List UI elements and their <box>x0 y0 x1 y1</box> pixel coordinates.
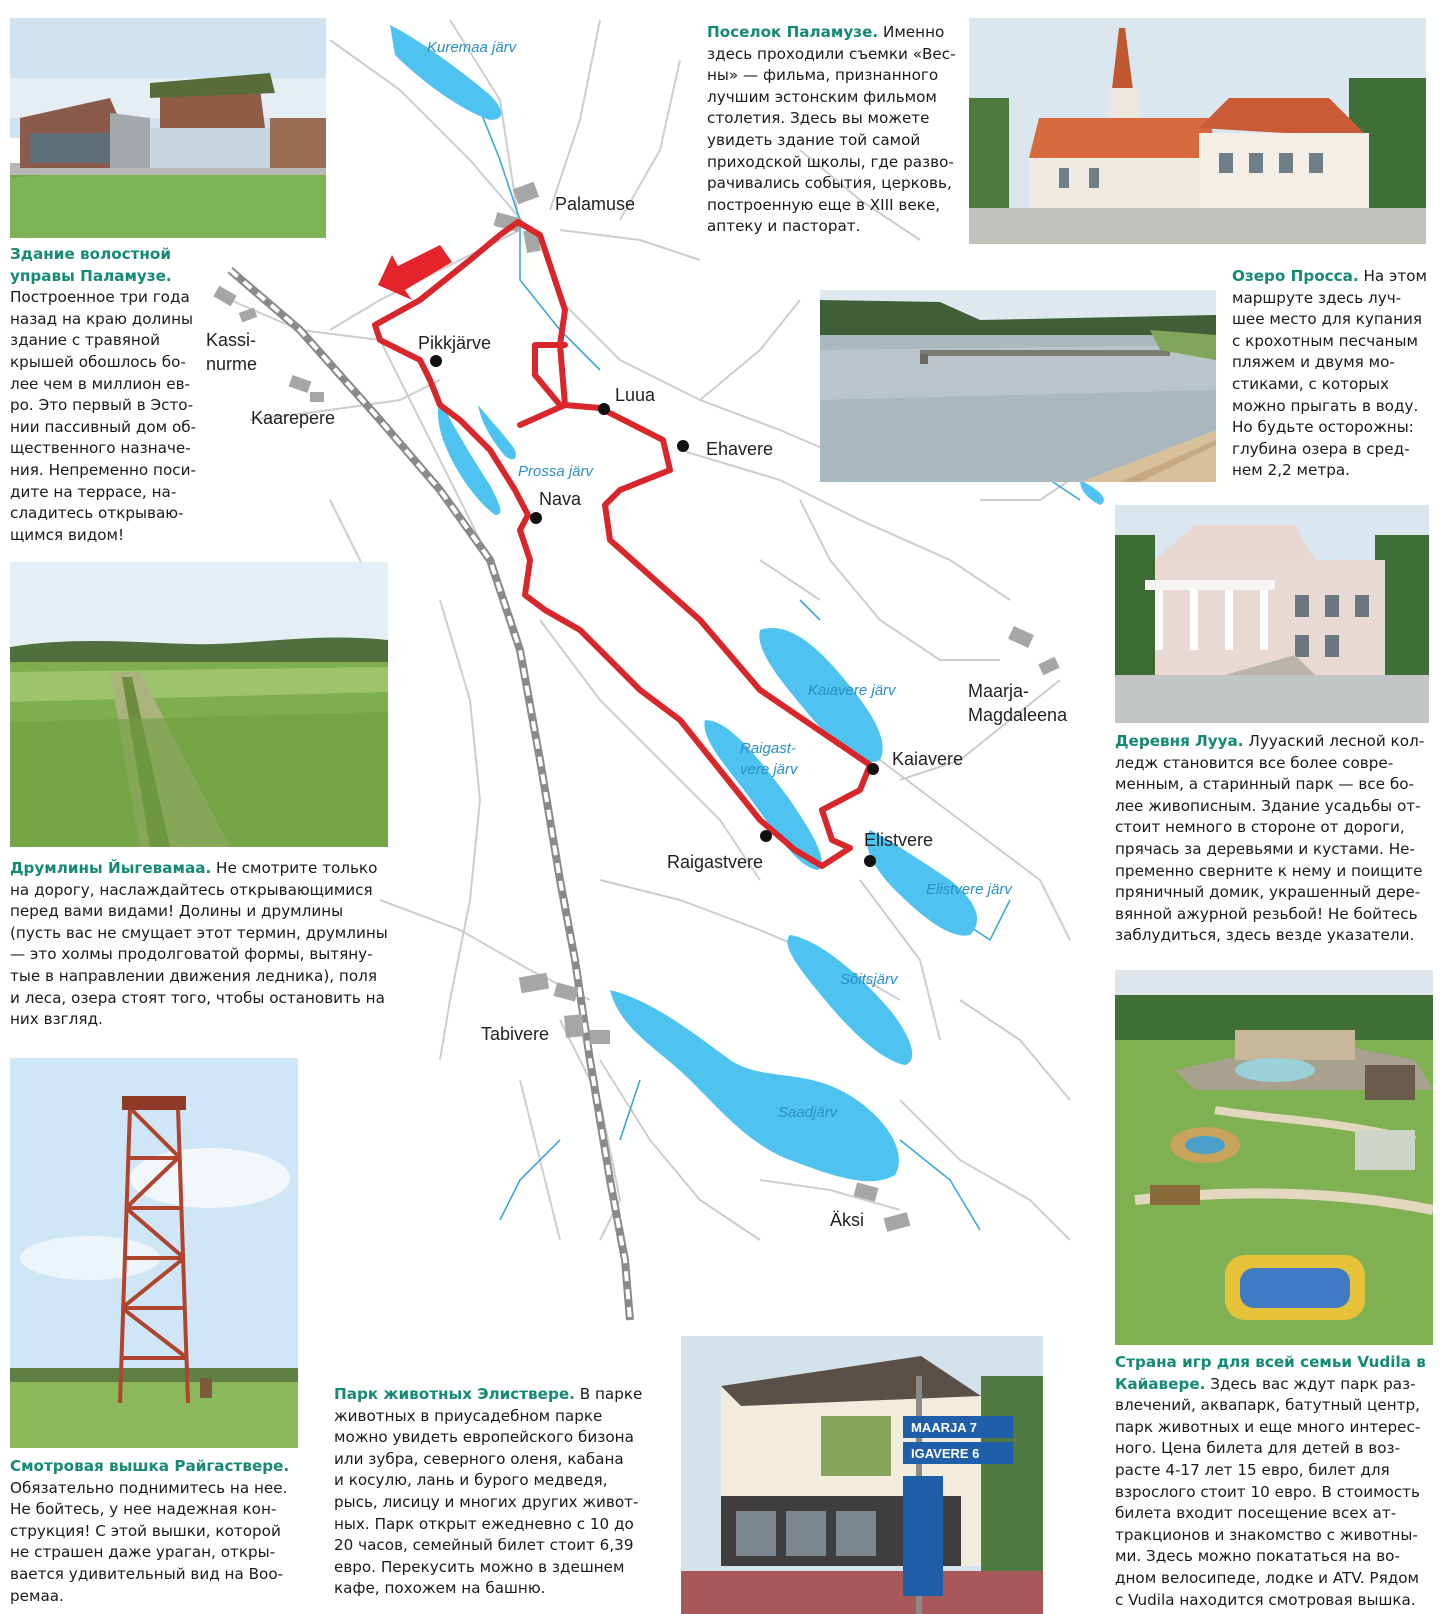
caption-line: влечений, аквапарк, батутный центр, <box>1115 1396 1420 1415</box>
caption-line: струкция! С этой вышки, которой <box>10 1521 281 1540</box>
caption-line: здесь проходили съемки «Вес- <box>707 44 956 63</box>
caption-prossa <box>1232 266 1437 482</box>
caption-line: ремаа. <box>10 1586 64 1605</box>
caption-line: менным, а старинный парк — все бо- <box>1115 775 1414 794</box>
caption-line: не страшен даже ураган, откры- <box>10 1543 276 1562</box>
town-ehavere: Ehavere <box>706 439 774 459</box>
caption-line: маршруте здесь луч- <box>1232 288 1402 307</box>
caption-vudila <box>1115 1352 1440 1611</box>
caption-line: пременно сверните к нему и поищите <box>1115 861 1423 880</box>
caption-line: назад на краю долины <box>10 309 194 328</box>
photo-lake-prossa <box>820 290 1216 482</box>
caption-line: приходской школы, где разво- <box>707 152 954 171</box>
caption-line: можно прыгать в воду. <box>1232 396 1419 415</box>
caption-line: нем 2,2 метра. <box>1232 461 1350 480</box>
caption-line: щимся видом! <box>10 525 125 544</box>
caption-line: дите на террасе, на- <box>10 482 177 501</box>
caption-line: увидеть здание той самой <box>707 130 921 149</box>
lake-raigastvere: Raigast- <box>740 740 796 757</box>
town-maarja-magdaleena: Maarja- <box>968 681 1030 701</box>
town-pikkjarve: Pikkjärve <box>418 333 492 353</box>
caption-line: лее чем в миллион ев- <box>10 374 191 393</box>
lake-saadjarv: Saadjärv <box>778 1104 838 1121</box>
caption-palamuse <box>707 22 967 238</box>
sign-maarja: MAARJA 7 <box>911 1420 977 1435</box>
caption-line: Построенное три года <box>10 288 190 307</box>
caption-line: стиками, с которых <box>1232 374 1389 393</box>
caption-line: можно увидеть европейского бизона <box>334 1428 634 1447</box>
caption-line: (пусть вас не смущает этот термин, друмлины <box>10 923 388 942</box>
caption-line: билета входит посещение всех ат- <box>1115 1504 1397 1523</box>
caption-line: тые в направлении движения ледника), поля <box>10 966 377 985</box>
town-kassinurme: Kassi- <box>206 330 257 350</box>
town-tabivere: Tabivere <box>481 1024 550 1044</box>
caption-line: щественного назначе- <box>10 439 191 458</box>
caption-title-2: управы Паламузе. <box>10 266 172 285</box>
caption-line: 20 часов, семейный билет стоит 6,39 <box>334 1536 634 1555</box>
town-elistvere: Elistvere <box>864 830 934 850</box>
caption-line: В парке <box>574 1385 643 1403</box>
lake-kuremaa: Kuremaa järv <box>427 39 517 56</box>
photo-volost-building <box>10 18 326 238</box>
caption-title: Здание волостной <box>10 245 172 263</box>
lake-raigastvere-2: vere järv <box>740 761 798 778</box>
caption-line: прячась за деревьями и кустами. Не- <box>1115 839 1415 858</box>
caption-line: Лууаский лесной кол- <box>1243 732 1425 750</box>
caption-line: ного. Цена билета для детей в воз- <box>1115 1439 1401 1458</box>
caption-title: Деревня Лууа. <box>1115 732 1244 750</box>
caption-line: лее живописным. Здание усадьбы от- <box>1115 796 1421 815</box>
town-aksi: Äksi <box>830 1210 865 1230</box>
caption-line: дном велосипеде, лодке и ATV. Рядом <box>1115 1568 1419 1587</box>
caption-line: парк животных и еще много интерес- <box>1115 1417 1421 1436</box>
caption-title: Поселок Паламузе. <box>707 23 879 41</box>
lake-kaiavere: Kaiavere järv <box>808 682 896 699</box>
caption-title: Парк животных Элиствере. <box>334 1385 575 1403</box>
caption-line: Именно <box>878 23 945 41</box>
caption-title: Друмлины Йыгевамаа. <box>10 859 212 877</box>
caption-title: Смотровая вышка Райгаствере. <box>10 1457 290 1475</box>
caption-line: На этом <box>1358 267 1427 285</box>
town-kassinurme-2: nurme <box>206 354 258 374</box>
town-maarja-magdaleena-2: Magdaleena <box>968 705 1068 725</box>
caption-line: ния. Непременно поси- <box>10 460 196 479</box>
caption-line: шее место для купания <box>1232 310 1423 329</box>
caption-line: перед вами видами! Долины и друмлины <box>10 902 344 921</box>
photo-observation-tower <box>10 1058 298 1448</box>
caption-line: евро. Перекусить можно в здешнем <box>334 1557 625 1576</box>
caption-line: с крохотным песчаным <box>1232 331 1418 350</box>
photo-drumlins <box>10 562 388 847</box>
caption-line: построенную еще в XIII веке, <box>707 195 941 214</box>
caption-line: тракционов и знакомство с животны- <box>1115 1525 1418 1544</box>
caption-line: стоит немного в стороне от дороги, <box>1115 818 1405 837</box>
caption-line: ны» — фильма, признанного <box>707 66 939 85</box>
caption-title: Озеро Просса. <box>1232 267 1359 285</box>
lake-elistvere: Elistvere järv <box>926 881 1012 898</box>
town-palamuse: Palamuse <box>555 194 636 214</box>
caption-line: Здесь вас ждут парк раз- <box>1205 1374 1416 1393</box>
caption-line: животных в приусадебном парке <box>334 1406 603 1425</box>
caption-line: вается удивительный вид на Воо- <box>10 1564 284 1583</box>
town-raigastvere: Raigastvere <box>667 852 764 872</box>
caption-line: и косулю, лань и бурого медведя, <box>334 1471 608 1490</box>
caption-line: рысь, лисицу и многих других живот- <box>334 1492 639 1511</box>
caption-line: Не бойтесь, у нее надежная кон- <box>10 1500 277 1519</box>
caption-line: них взгляд. <box>10 1010 103 1029</box>
lake-prossa: Prossa järv <box>518 463 594 480</box>
caption-line: Обязательно поднимитесь на нее. <box>10 1478 288 1497</box>
caption-line: Не смотрите только <box>211 859 378 877</box>
caption-line: глубина озера в сред- <box>1232 439 1410 458</box>
caption-line: Но будьте осторожны: <box>1232 418 1414 437</box>
caption-title-2: Кайавере. <box>1115 1374 1206 1393</box>
caption-line: аптеку и пасторат. <box>707 217 861 236</box>
caption-line: ми. Здесь можно покататься на во- <box>1115 1547 1400 1566</box>
caption-line: кафе, похожем на башню. <box>334 1579 546 1598</box>
caption-line: расте 4-17 лет 15 евро, билет для <box>1115 1460 1390 1479</box>
town-nava: Nava <box>539 489 582 509</box>
caption-line: взрослого стоит 10 евро. В стоимость <box>1115 1482 1420 1501</box>
caption-line: вянной ажурной резьбой! Не бойтесь <box>1115 904 1418 923</box>
caption-line: пляжем и двумя мо- <box>1232 353 1395 372</box>
caption-line: ледж становится все более совре- <box>1115 753 1394 772</box>
sign-igavere: IGAVERE 6 <box>911 1446 980 1461</box>
caption-line: здание с травяной <box>10 331 161 350</box>
caption-luua <box>1115 731 1437 947</box>
caption-line: ных. Парк открыт ежедневно с 10 до <box>334 1514 634 1533</box>
caption-line: на дорогу, наслаждайтесь открывающимися <box>10 880 373 899</box>
caption-line: нии пассивный дом об- <box>10 417 197 436</box>
lake-soitsjarv: Sõitsjärv <box>840 971 898 988</box>
photo-luua-manor <box>1115 505 1429 723</box>
caption-drumlins <box>10 858 400 1031</box>
direction-arrow <box>378 245 452 300</box>
caption-line: крышей обошлось бо- <box>10 352 186 371</box>
photo-vudila-aerial <box>1115 970 1433 1345</box>
caption-line: пряничный домик, украшенный дере- <box>1115 883 1421 902</box>
photo-elistvere-park <box>681 1336 1043 1614</box>
caption-line: или зубра, северного оленя, кабана <box>334 1449 624 1468</box>
caption-line: лучшим эстонским фильмом <box>707 87 937 106</box>
town-luua: Luua <box>615 385 656 405</box>
caption-line: столетия. Здесь вы можете <box>707 109 930 128</box>
town-kaarepere: Kaarepere <box>251 408 336 428</box>
caption-line: — это холмы продолговатой формы, вытяну- <box>10 945 373 964</box>
caption-title: Страна игр для всей семьи Vudila в <box>1115 1353 1426 1371</box>
caption-line: рачивались события, церковь, <box>707 174 952 193</box>
photo-palamuse-church <box>969 18 1426 244</box>
caption-line: заблудиться, здесь везде указатели. <box>1115 926 1415 945</box>
caption-line: с Vudila находится смотровая вышка. <box>1115 1590 1416 1609</box>
caption-volost-building <box>10 244 230 546</box>
caption-tower <box>10 1456 310 1607</box>
caption-line: и леса, озера стоят того, чтобы остановить на <box>10 988 385 1007</box>
caption-line: ро. Это первый в Эсто- <box>10 396 194 415</box>
caption-elistvere-park <box>334 1384 664 1600</box>
town-kaiavere: Kaiavere <box>892 749 964 769</box>
caption-line: сладитесь открываю- <box>10 504 184 523</box>
